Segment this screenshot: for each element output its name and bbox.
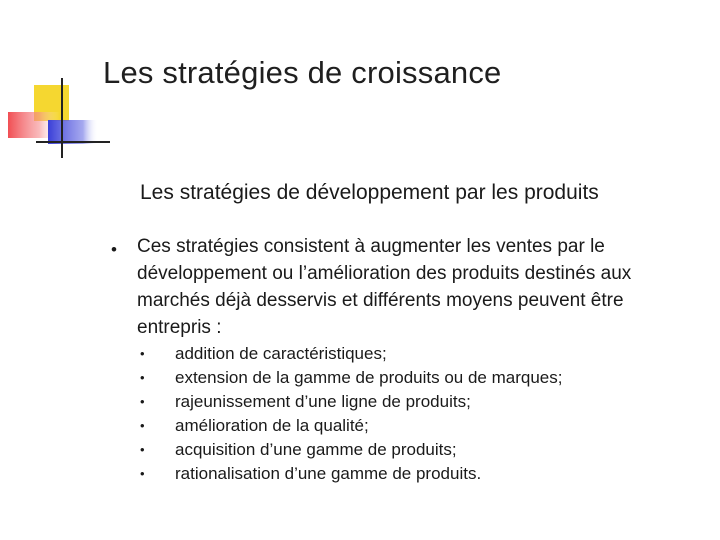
- list-item: [140, 390, 562, 414]
- main-bullet-text: Ces stratégies consistent à augmenter les ventes par le développement ou l’amélioration des produits destinés aux marchés déjà desservis et différents moyens peuvent être entrepris :: [137, 236, 632, 338]
- sub-bullet-list: [140, 342, 562, 486]
- list-item: [140, 366, 562, 390]
- list-item-text: amélioration de la qualité;: [175, 416, 369, 435]
- list-item-text: extension de la gamme de produits ou de marques;: [175, 368, 563, 387]
- list-item-text: acquisition d’une gamme de produits;: [175, 440, 457, 459]
- list-item-text: rajeunissement d’une ligne de produits;: [175, 392, 471, 411]
- decorative-logo: [0, 0, 110, 170]
- bullet-marker: •: [140, 466, 145, 481]
- bullet-marker: •: [140, 442, 145, 457]
- bullet-marker: •: [140, 370, 145, 385]
- list-item: [140, 414, 562, 438]
- blue-bar: [48, 120, 98, 144]
- slide-title: Les stratégies de croissance: [103, 55, 502, 90]
- list-item-text: addition de caractéristiques;: [175, 344, 387, 363]
- list-item: [140, 462, 562, 486]
- list-item-text: rationalisation d’une gamme de produits.: [175, 464, 482, 483]
- bullet-marker: •: [140, 394, 145, 409]
- bullet-marker: •: [140, 418, 145, 433]
- section-subheading: Les stratégies de développement par les produits: [140, 181, 599, 204]
- bullet-marker: •: [140, 346, 145, 361]
- list-item: [140, 342, 562, 366]
- bullet-marker: •: [111, 240, 117, 259]
- list-item: [140, 438, 562, 462]
